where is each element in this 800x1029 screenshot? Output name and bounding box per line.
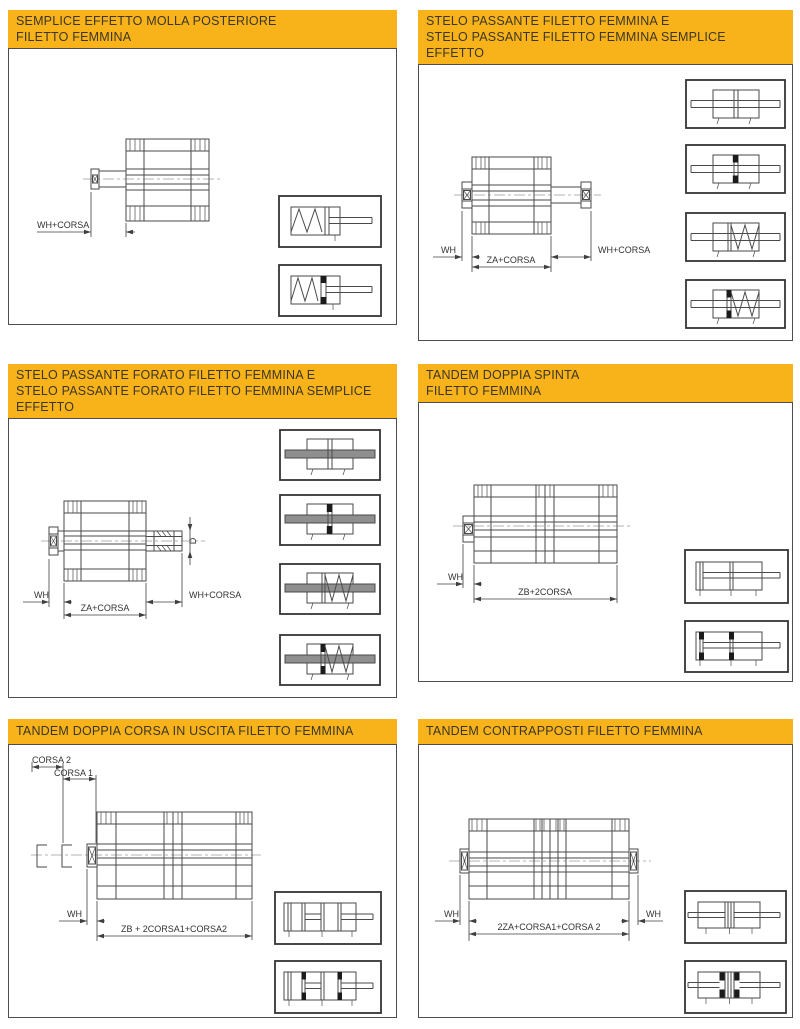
cylinder-body [469,819,629,899]
panel-title-line1: TANDEM DOPPIA SPINTA [426,368,580,382]
panel-header [8,364,397,418]
dimension-wh [437,544,482,603]
panel-stelo-passante [418,10,793,341]
dimension-d [188,517,198,565]
dim-label-d: D [188,537,198,545]
technical-drawing [419,745,794,1017]
dimension-wh-corsa [551,211,650,261]
drawing-area [8,418,397,698]
panel-header [418,719,793,744]
panel-tandem-contrapposti [418,719,793,1018]
cylinder-tandem-double-thrust-icon [696,562,780,596]
cylinder-single-acting-rear-spring-magnetic-icon [291,276,372,310]
panel-header [8,719,397,744]
panel-semplice-effetto [8,10,397,325]
panel-stelo-passante-forato [8,364,397,698]
technical-drawing [9,745,398,1017]
panel-header [418,364,793,402]
cylinder-tandem-double-stroke-magnetic-icon [284,972,373,1006]
cylinder-hollow-through-rod-magnetic-icon [285,504,375,540]
pneumatic-symbol-box-1 [685,550,788,603]
technical-drawing [419,403,794,681]
dim-label-wh-left: WH [444,909,459,919]
pneumatic-symbol-box-2 [275,961,381,1013]
drawing-area [418,402,793,682]
panel-title-line1: STELO PASSANTE FORATO FILETTO FEMMINA E [16,368,316,382]
dimension-wh-left [435,875,477,941]
pneumatic-symbol-box-2 [685,961,786,1013]
dim-label-total: 2ZA+CORSA1+CORSA 2 [497,922,601,932]
dimension-total [97,901,252,940]
dimension-zb-2corsa [474,565,617,603]
drawing-area [418,64,793,341]
dim-label-wh-corsa: WH+CORSA [189,590,242,600]
panel-title-line2: FILETTO FEMMINA [426,384,542,398]
dimension-za-corsa [472,236,551,272]
dim-label-wh-corsa: WH+CORSA [37,220,90,230]
technical-drawing [419,65,794,340]
cylinder-through-rod-single-acting-magnetic-icon [691,290,780,324]
cylinder-through-rod-icon [691,90,780,124]
pneumatic-symbol-box-4 [280,635,380,685]
panel-title-line1: SEMPLICE EFFETTO MOLLA POSTERIORE [16,14,277,28]
dim-label-wh-corsa: WH+CORSA [598,245,651,255]
panel-title-line2: STELO PASSANTE FORATO FILETTO FEMMINA SEMPLICE EFFETTO [16,384,372,414]
piston-rod-left [463,516,474,542]
dimension-wh-right [621,875,663,941]
dimension-wh [23,559,72,619]
pneumatic-symbol-box-2 [279,265,381,316]
drawing-area [8,48,397,325]
pneumatic-symbol-box-1 [279,196,381,247]
dim-label-corsa1: CORSA 1 [54,768,94,778]
panel-tandem-doppia-spinta [418,364,793,682]
panel-header [418,10,793,64]
pneumatic-symbol-box-1 [686,80,785,128]
cylinder-tandem-double-stroke-icon [284,903,373,937]
dim-label-za-corsa: ZA+CORSA [486,255,536,265]
dim-label-wh: WH [448,572,463,582]
dimension-corsa1 [54,768,96,843]
dim-label-wh: WH [441,245,456,255]
piston-rod-left [87,844,97,867]
phantom-rod-positions [37,845,72,867]
dimension-wh [59,869,105,941]
panel-title-line1: TANDEM DOPPIA CORSA IN USCITA FILETTO FEMMINA [16,724,354,738]
cylinder-hollow-through-rod-icon [285,439,375,475]
dim-label-wh: WH [67,909,82,919]
pneumatic-symbol-box-2 [686,145,785,193]
dimension-wh-corsa [37,192,135,237]
piston-rod-right [629,849,638,873]
pneumatic-symbol-box-2 [280,495,380,545]
cylinder-through-rod-single-acting-icon [691,223,780,257]
pneumatic-symbol-box-2 [685,621,788,672]
piston-rod-left [460,849,469,873]
technical-drawing [9,49,398,324]
cylinder-tandem-opposed-magnetic-icon [688,972,780,1004]
dim-label-wh-right: WH [646,909,661,919]
panel-title-line2: FILETTO FEMMINA [16,30,132,44]
pneumatic-symbol-box-4 [686,280,785,328]
drawing-area [8,744,397,1018]
cylinder-body [474,485,617,563]
cylinder-body [472,157,551,234]
pneumatic-symbol-box-3 [280,564,380,614]
pneumatic-symbol-box-1 [280,430,380,480]
dimension-total [469,922,629,936]
pneumatic-symbol-box-3 [686,213,785,261]
dim-label-total: ZB + 2CORSA1+CORSA2 [120,924,228,934]
technical-drawing [9,419,398,697]
cylinder-through-rod-magnetic-icon [691,155,780,189]
dimension-wh-corsa [146,553,241,607]
panel-tandem-doppia-corsa [8,719,397,1018]
dim-label-corsa2: CORSA 2 [32,755,72,765]
cylinder-hollow-through-rod-single-acting-magnetic-icon [285,644,375,680]
panel-title-line1: TANDEM CONTRAPPOSTI FILETTO FEMMINA [426,724,703,738]
panel-header [8,10,397,48]
cylinder-body [126,139,209,221]
piston-rod-left [462,182,472,208]
dimension-wh [433,211,480,272]
drawing-area [418,744,793,1018]
dimension-za-corsa [64,583,146,619]
pneumatic-symbol-box-1 [685,891,786,943]
dim-label-wh: WH [34,590,49,600]
dim-label-zb-2corsa: ZB+2CORSA [518,587,572,597]
panel-title-line2: STELO PASSANTE FILETTO FEMMINA SEMPLICE EFFETTO [426,30,726,60]
cylinder-tandem-double-thrust-magnetic-icon [696,632,780,666]
cylinder-body [97,812,252,899]
pneumatic-symbol-box-1 [275,892,381,944]
cylinder-single-acting-rear-spring-icon [291,207,372,241]
cylinder-hollow-through-rod-single-acting-icon [285,573,375,609]
panel-title-line1: STELO PASSANTE FILETTO FEMMINA E [426,14,670,28]
cylinder-tandem-opposed-icon [688,902,780,934]
dim-label-za-corsa: ZA+CORSA [80,603,130,613]
